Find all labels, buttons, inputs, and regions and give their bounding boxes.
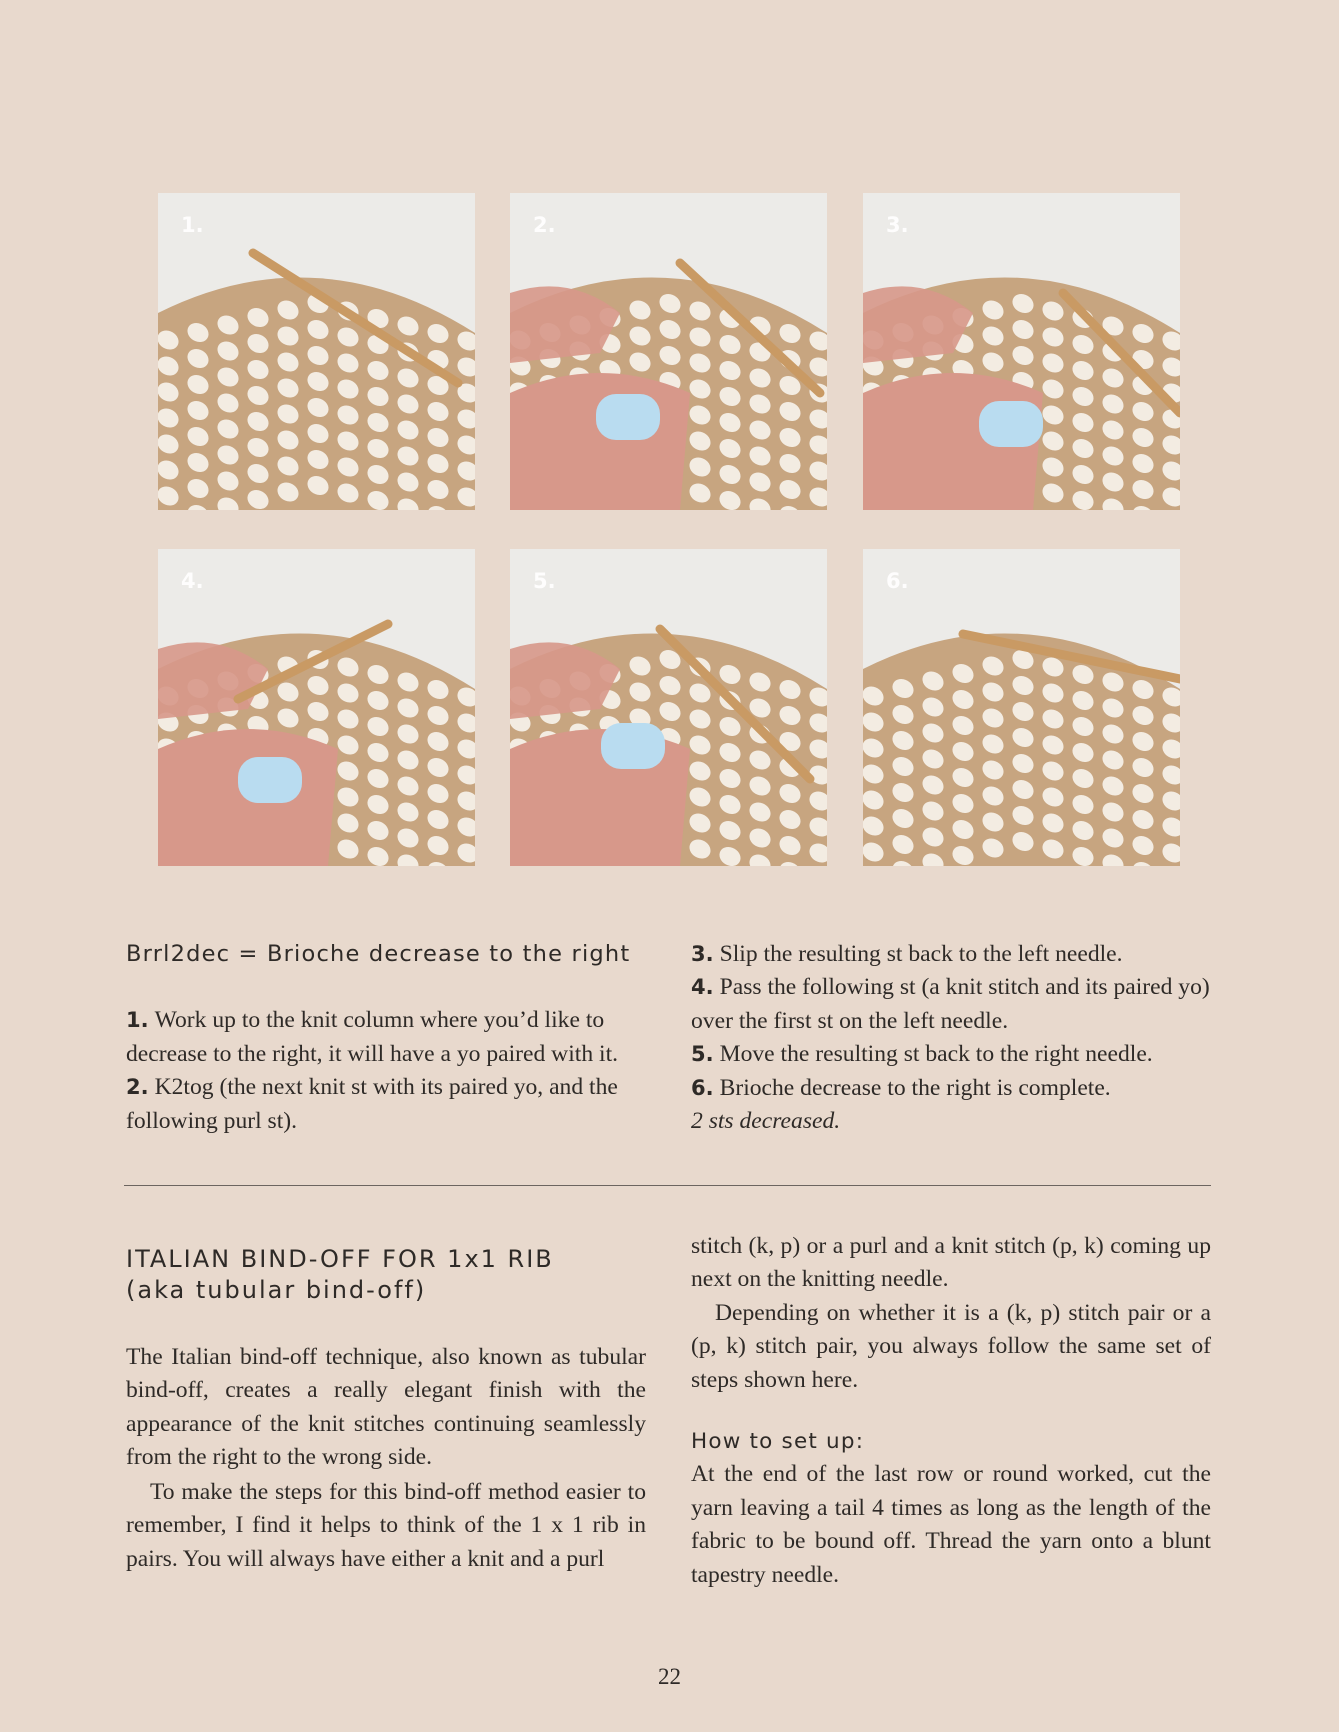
fingernail [596, 394, 660, 440]
step-text: Brioche decrease to the right is complete. [719, 1074, 1111, 1101]
knitting-photo-illustration [510, 193, 827, 510]
photo-number: 2. [533, 213, 556, 237]
step-photo-5 [510, 549, 827, 866]
brioche-left-column [126, 938, 646, 1138]
italian-heading-line2: (aka tubular bind-off) [126, 1276, 427, 1304]
step-number: 5. [691, 1042, 714, 1067]
step-text: Pass the following st (a knit stitch and its paired yo) over the first st on the left needle. [691, 974, 1210, 1034]
step-number: 2. [126, 1075, 149, 1100]
step-text: Move the resulting st back to the right needle. [719, 1041, 1153, 1068]
page-number: 22 [658, 1664, 681, 1689]
setup-text: At the end of the last row or round worked, cut the yarn leaving a tail 4 times as long as the length of the fabric to be bound off. Thread the yarn onto a blunt tapestry needle. [691, 1461, 1211, 1588]
italian-para-2-part1 [126, 1476, 646, 1576]
step-text: K2tog (the next knit st with its paired yo, and the following purl st). [126, 1074, 618, 1134]
step-number: 4. [691, 975, 714, 1000]
knitting-photo-illustration [158, 549, 475, 866]
brioche-step-6 [691, 1072, 1211, 1105]
brioche-step-3 [691, 938, 1211, 971]
brioche-title: Brrl2dec = Brioche decrease to the right [126, 941, 631, 967]
step-photo-3 [863, 193, 1180, 510]
step-text: Work up to the knit column where you’d like to decrease to the right, it will have a yo paired with it. [126, 1007, 619, 1067]
brioche-step-5 [691, 1038, 1211, 1071]
italian-para-3: Depending on whether it is a (k, p) stitch pair or a (p, k) stitch pair, you always follow the same set of steps shown here. [691, 1299, 1211, 1393]
brioche-step-4 [691, 971, 1211, 1038]
knitting-photo-illustration [863, 549, 1180, 866]
photo-number: 3. [886, 213, 909, 237]
step-text: Slip the resulting st back to the left needle. [719, 941, 1123, 967]
brioche-step-2 [126, 1071, 646, 1138]
photo-number: 5. [533, 569, 556, 593]
brioche-step-1 [126, 1004, 646, 1071]
brioche-note: 2 sts decreased. [691, 1108, 841, 1135]
step-photo-6 [863, 549, 1180, 866]
fingernail [979, 401, 1043, 447]
italian-right-column [691, 1230, 1211, 1592]
knitting-photo-illustration [158, 193, 475, 510]
italian-flow [126, 1476, 646, 1577]
knitting-photo-illustration [510, 549, 827, 866]
italian-para-2-continued [691, 1230, 1211, 1297]
step-photo-4 [158, 549, 475, 866]
step-photo-1 [158, 193, 475, 510]
step-photo-2 [510, 193, 827, 510]
section-divider [124, 1185, 1211, 1186]
italian-para-2-rest: stitch (k, p) or a purl and a knit stitch (p, k) coming up next on the knitting needle. [691, 1233, 1211, 1293]
photo-number: 1. [181, 213, 204, 237]
photo-number: 6. [886, 569, 909, 593]
knitting-photo-illustration [863, 193, 1180, 510]
fingernail [601, 723, 665, 769]
fingernail [238, 757, 302, 803]
step-number: 6. [691, 1075, 714, 1100]
photo-number: 4. [181, 569, 204, 593]
step-number: 1. [126, 1008, 149, 1033]
italian-heading-line1: ITALIAN BIND-OFF FOR 1x1 RIB [126, 1245, 554, 1273]
italian-para-1: The Italian bind-off technique, also known as tubular bind-off, creates a really elegant finish with the appearance of the knit stitches continuing seamlessly from the right to the wrong side. [126, 1344, 646, 1471]
step-number: 3. [691, 942, 714, 966]
setup-heading: How to set up: [691, 1429, 865, 1455]
hand [510, 373, 690, 510]
italian-para-2-text: To make the steps for this bind-off method easier to remember, I find it helps to think of the 1 x 1 rib in pairs. You will always have either a knit and a purl [126, 1479, 646, 1572]
brioche-right-column [691, 938, 1211, 1138]
italian-left-column [126, 1244, 646, 1475]
